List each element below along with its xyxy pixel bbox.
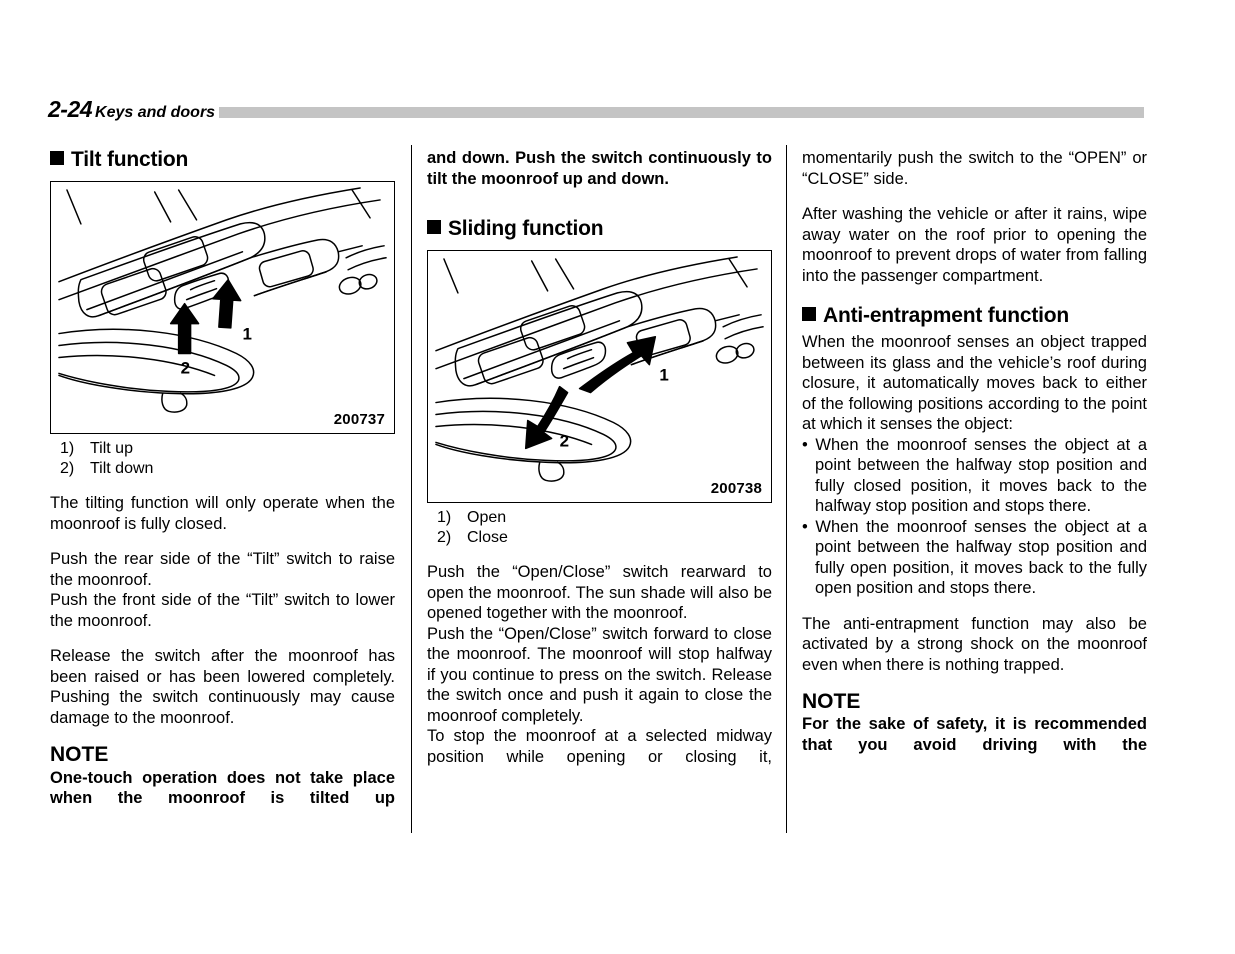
header-rule [105,107,1144,118]
column-three [802,148,1147,755]
bullet-halfway-to-open: • When the moonroof senses the object at a point between the halfway stop position and fully open position, it moves back to the fully open position and stops there. [802,517,1147,598]
arrow-1-open [580,337,656,393]
legend-number: 2) [60,460,75,478]
legend-item [437,528,772,548]
paragraph-after-washing: After washing the vehicle or after it rains, wipe away water on the roof prior to opening the moonroof to prevent drops of water from falling into the passenger compartment. [802,205,1147,285]
legend-label: Open [467,509,507,527]
paragraph-push-rear: Push the rear side of the “Tilt” switch to raise the moonroof. [50,550,395,589]
heading-anti-entrapment [802,304,1147,328]
figure-legend-tilt [50,439,395,479]
header-label [48,96,219,123]
page-header [48,96,1144,126]
heading-sliding-function [427,217,772,241]
legend-number: 2) [437,529,452,547]
legend-label: Close [467,529,508,547]
column-divider-1 [411,145,412,833]
note-heading-col1: NOTE [50,743,109,767]
paragraph-push-front: Push the front side of the “Tilt” switch to lower the moonroof. [50,591,395,630]
legend-number: 1) [437,509,452,527]
heading-tilt-function [50,148,395,172]
legend-item [60,459,395,479]
legend-item [437,508,772,528]
page-number: 2-24 [48,96,93,122]
paragraph-strong-shock: The anti-entrapment function may also be activated by a strong shock on the moonroof even when there is nothing trapped. [802,614,1147,674]
arrow-1-label: 1 [242,324,252,344]
arrow-2-label: 2 [180,358,191,378]
legend-label: Tilt up [90,440,133,458]
legend-label: Tilt down [90,460,154,478]
square-bullet-icon [802,307,816,321]
square-bullet-icon [427,220,441,234]
figure-id-label: 200738 [710,480,762,498]
note-heading-col3: NOTE [802,690,861,714]
heading-sliding-function-label: Sliding function [448,217,604,240]
paragraph-push-close: Push the “Open/Close” switch forward to close the moonroof. The moonroof will stop halfway if you continue to press on the switch. Release the switch once and push it again to close the moonroof completely. [427,624,772,725]
heading-anti-entrapment-label: Anti-entrapment function [823,304,1070,327]
heading-tilt-function-label: Tilt function [71,148,189,171]
figure-id-label: 200737 [333,411,385,429]
paragraph-tilt-closed: The tilting function will only operate when the moonroof is fully closed. [50,494,395,533]
column-divider-2 [786,145,787,833]
square-bullet-icon [50,151,64,165]
legend-number: 1) [60,440,75,458]
note-text-col1: One-touch operation does not take place when the moonroof is tilted up [50,768,395,808]
overhead-console-sliding-illustration [428,251,771,502]
bullet-halfway-to-closed: • When the moonroof senses the object at a point between the halfway stop position and fully closed position, it moves back to the halfway stop position and stops there. [802,435,1147,516]
paragraph-push-open: Push the “Open/Close” switch rearward to open the moonroof. The sun shade will also be opened together with the moonroof. [427,563,772,623]
legend-item [60,439,395,459]
paragraph-continued-from-col2: momentarily push the switch to the “OPEN” or “CLOSE” side. [802,149,1147,188]
paragraph-release-switch: Release the switch after the moonroof has been raised or has been lowered completely. Pushing the switch continuously may cause damage to the moonroof. [50,647,395,727]
note-text-col3: For the sake of safety, it is recommended that you avoid driving with the [802,715,1147,754]
figure-legend-sliding [427,508,772,548]
figure-sliding-function [427,250,772,503]
arrow-1-label: 1 [659,365,669,385]
paragraph-anti-entrapment-intro: When the moonroof senses an object trapped between its glass and the vehicle’s roof during closure, it automatically moves back to either of the following positions according to the point at which it senses the object: [802,333,1147,434]
column-one [50,148,395,809]
column-two [427,148,772,767]
arrow-2-label: 2 [559,431,570,451]
arrow-2-tilt-down [171,304,199,354]
paragraph-stop-midway: To stop the moonroof at a selected midway position while opening or closing it, [427,727,772,766]
section-title: Keys and doors [95,104,216,121]
overhead-console-tilt-illustration [51,182,394,433]
arrow-1-tilt-up [211,279,242,329]
paragraph-continued-from-col1: and down. Push the switch continuously to tilt the moonroof up and down. [427,149,772,188]
figure-tilt-function [50,181,395,434]
